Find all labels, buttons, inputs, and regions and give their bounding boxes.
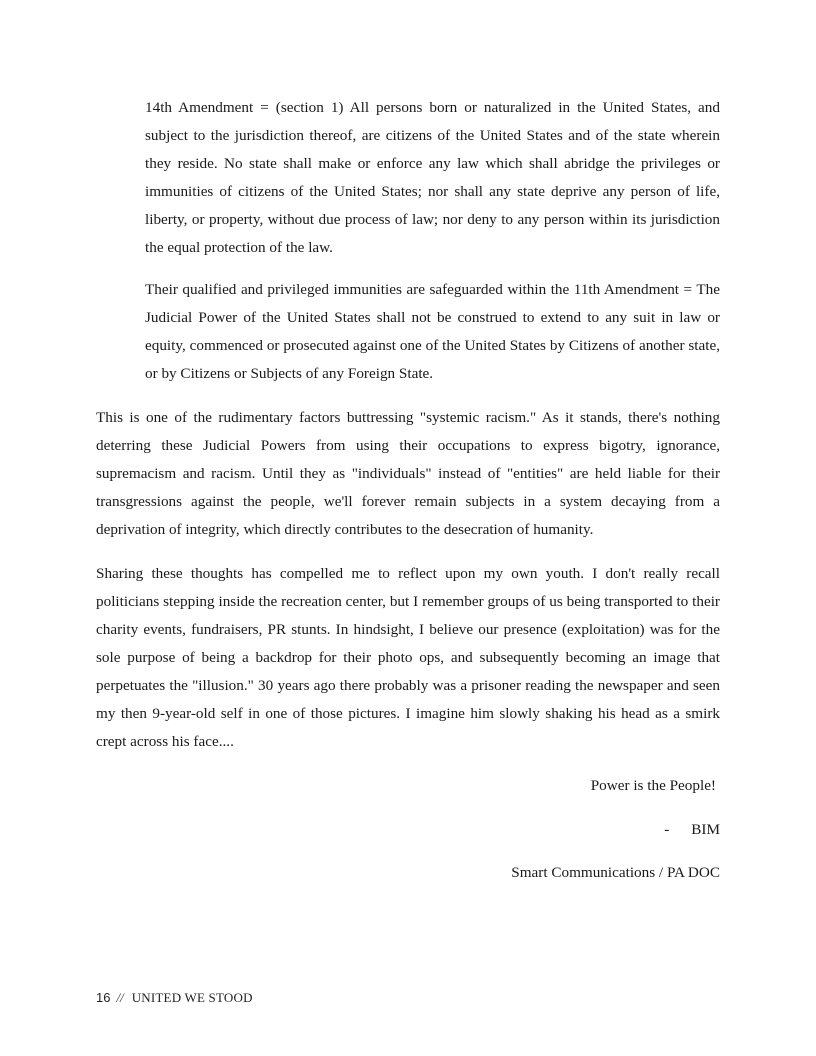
document-body [96,94,720,887]
page-number: 16 [96,990,111,1005]
body-paragraph-youth-reflection: Sharing these thoughts has compelled me to reflect upon my own youth. I don't really recall politicians stepping inside the recreation center, but I remember groups of us being transported to their charity events, fundraisers, PR stunts. In hindsight, I believe our presence (exploitation) was for the sole purpose of being a backdrop for their photo ops, and subsequently becoming an image that perpetuates the "illusion." 30 years ago there probably was a prisoner reading the newspaper and seen my then 9-year-old self in one of those pictures. I imagine him slowly shaking his head as a smirk crept across his face.... [96,565,720,750]
quote-11th-amendment: Their qualified and privileged immunities are safeguarded within the 11th Amendment = The Judicial Power of the United States shall not be construed to extend to any suit in law or equity, commenced or prosecuted against one of the United States by Citizens of another state, or by Citizens or Subjects of any Foreign State. [145,281,720,382]
quote-14th-amendment: 14th Amendment = (section 1) All persons born or naturalized in the United States, and subject to the jurisdiction thereof, are citizens of the United States and of the state wherein they reside. No state shall make or enforce any law which shall abridge the privileges or immunities of citizens of the United States; nor shall any state deprive any person of life, liberty, or property, without due process of law; nor deny to any person within its jurisdiction the equal protection of the law. [145,99,720,256]
footer-separator: // [116,990,124,1005]
signature-author: BIM [691,821,720,838]
signature-author-line [96,816,720,844]
signature-slogan: Power is the People! [590,777,716,794]
publication-title: UNITED WE STOOD [131,990,253,1005]
body-paragraph-systemic-racism: This is one of the rudimentary factors buttressing "systemic racism." As it stands, there's nothing deterring these Judicial Powers from using their occupations to express bigotry, ignorance, supremacism and racism. Until they as "individuals" instead of "entities" are held liable for their transgressions against the people, we'll forever remain subjects in a system decaying from a deprivation of integrity, which directly contributes to the desecration of humanity. [96,409,720,538]
signature-organization: Smart Communications / PA DOC [511,864,720,881]
page-footer [96,990,253,1006]
signature-dash: - [664,821,670,838]
